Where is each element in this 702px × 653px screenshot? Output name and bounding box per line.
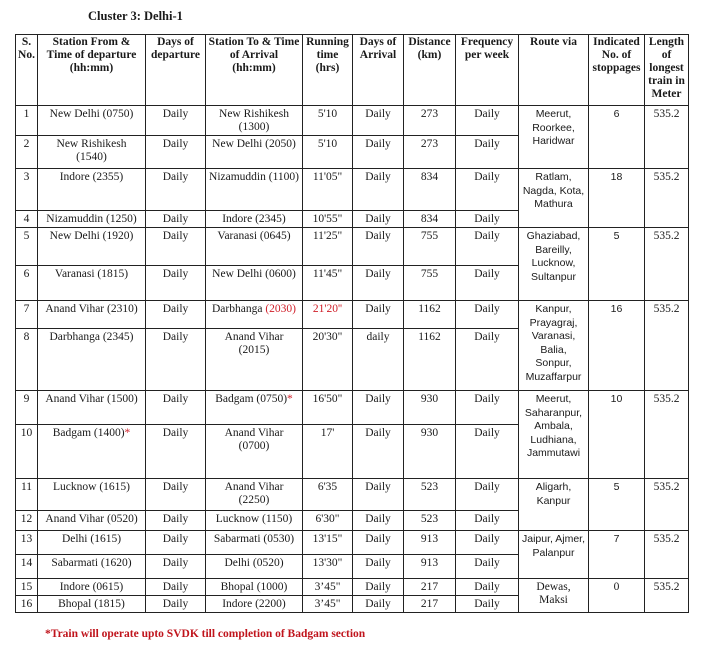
cell-to <box>206 266 303 301</box>
to-text: Varanasi (0645) <box>217 230 291 242</box>
cell-to <box>206 511 303 531</box>
cell-length: 535.2 <box>645 228 689 301</box>
cell-running-time: 10'55" <box>303 211 353 228</box>
cell-to <box>206 555 303 579</box>
cell-departure-days: Daily <box>146 301 206 329</box>
cell-sno: 15 <box>16 579 38 596</box>
cell-length: 535.2 <box>645 106 689 169</box>
cell-running-time: 17' <box>303 425 353 479</box>
cell-frequency: Daily <box>456 479 519 511</box>
header-route: Route via <box>519 35 589 106</box>
cell-arrival-days: Daily <box>353 511 404 531</box>
cell-running-time: 3’45" <box>303 579 353 596</box>
cell-sno: 9 <box>16 391 38 425</box>
train-schedule-table <box>15 34 689 613</box>
cell-arrival-days: Daily <box>353 555 404 579</box>
asterisk-mark: * <box>287 393 293 405</box>
from-text: Badgam (1400) <box>52 427 125 439</box>
from-text: Lucknow (1615) <box>53 481 130 493</box>
cell-departure-days: Daily <box>146 391 206 425</box>
to-text: Badgam (0750) <box>215 393 288 405</box>
from-text: Indore (0615) <box>59 581 124 593</box>
table-row <box>16 579 689 596</box>
cell-from <box>38 596 146 613</box>
cell-to <box>206 425 303 479</box>
cell-to <box>206 211 303 228</box>
cell-route: Meerut, Saharanpur, Ambala, Ludhiana, Jammutawi <box>519 391 589 479</box>
cell-to <box>206 596 303 613</box>
cell-arrival-days: Daily <box>353 596 404 613</box>
to-text: New Delhi (2050) <box>212 138 296 150</box>
cell-running-time: 13'15" <box>303 531 353 555</box>
cell-frequency: Daily <box>456 228 519 266</box>
cell-running-time: 13'30" <box>303 555 353 579</box>
cell-distance: 834 <box>404 169 456 211</box>
cell-from <box>38 211 146 228</box>
cell-distance: 913 <box>404 531 456 555</box>
cell-distance: 523 <box>404 479 456 511</box>
cell-running-time: 6'30" <box>303 511 353 531</box>
cell-arrival-days: Daily <box>353 266 404 301</box>
cell-stoppages: 18 <box>589 169 645 228</box>
cell-from <box>38 106 146 136</box>
header-from: Station From & Time of departure (hh:mm) <box>38 35 146 106</box>
from-text: Delhi (1615) <box>61 533 122 545</box>
cell-distance: 913 <box>404 555 456 579</box>
cell-length: 535.2 <box>645 169 689 228</box>
header-running-time: Running time (hrs) <box>303 35 353 106</box>
cell-to <box>206 391 303 425</box>
to-text: Bhopal (1000) <box>220 581 288 593</box>
to-text: Lucknow (1150) <box>215 513 293 525</box>
cell-sno: 7 <box>16 301 38 329</box>
cell-stoppages: 0 <box>589 579 645 613</box>
cell-distance: 930 <box>404 391 456 425</box>
cell-distance: 1162 <box>404 329 456 391</box>
cell-sno: 13 <box>16 531 38 555</box>
cell-departure-days: Daily <box>146 106 206 136</box>
cell-length: 535.2 <box>645 531 689 579</box>
cell-stoppages: 5 <box>589 228 645 301</box>
to-text: Nizamuddin (1100) <box>209 171 299 183</box>
cell-route: Jaipur, Ajmer, Palanpur <box>519 531 589 579</box>
cell-departure-days: Daily <box>146 579 206 596</box>
cell-frequency: Daily <box>456 136 519 169</box>
cell-frequency: Daily <box>456 106 519 136</box>
cell-running-time: 20'30" <box>303 329 353 391</box>
cell-departure-days: Daily <box>146 266 206 301</box>
cell-to <box>206 106 303 136</box>
footnote: *Train will operate upto SVDK till completion of Badgam section <box>45 628 366 640</box>
cell-from <box>38 136 146 169</box>
cell-sno: 11 <box>16 479 38 511</box>
table-row <box>16 301 689 329</box>
header-departure-days: Days of departure <box>146 35 206 106</box>
cell-route: Kanpur, Prayagraj, Varanasi, Balia, Sonpur, Muzaffarpur <box>519 301 589 391</box>
cell-sno: 16 <box>16 596 38 613</box>
cell-running-time: 11'25" <box>303 228 353 266</box>
cell-sno: 10 <box>16 425 38 479</box>
cell-departure-days: Daily <box>146 329 206 391</box>
asterisk-mark: * <box>124 427 131 439</box>
from-text: Sabarmati (1620) <box>51 557 132 569</box>
from-text: Anand Vihar (2310) <box>45 303 138 315</box>
cell-running-time: 16'50" <box>303 391 353 425</box>
cell-departure-days: Daily <box>146 228 206 266</box>
cell-arrival-days: Daily <box>353 136 404 169</box>
from-text: Bhopal (1815) <box>58 598 125 610</box>
cell-arrival-days: Daily <box>353 169 404 211</box>
cell-departure-days: Daily <box>146 136 206 169</box>
table-row <box>16 391 689 425</box>
cell-frequency: Daily <box>456 391 519 425</box>
cell-departure-days: Daily <box>146 555 206 579</box>
cell-to <box>206 531 303 555</box>
cell-distance: 930 <box>404 425 456 479</box>
from-text: New Delhi (1920) <box>49 230 134 242</box>
cell-length: 535.2 <box>645 391 689 479</box>
cell-sno: 6 <box>16 266 38 301</box>
cell-from <box>38 266 146 301</box>
from-text: Anand Vihar (0520) <box>45 513 138 525</box>
cell-length: 535.2 <box>645 301 689 391</box>
to-text: Anand Vihar (2250) <box>224 481 284 506</box>
cell-from <box>38 531 146 555</box>
table-row <box>16 106 689 136</box>
cell-route: Aligarh, Kanpur <box>519 479 589 531</box>
cell-route: Dewas, Maksi <box>519 579 589 613</box>
cell-running-time: 3’45" <box>303 596 353 613</box>
header-row <box>16 35 689 106</box>
to-text: Darbhanga <box>212 303 263 315</box>
header-length: Length of longest train in Meter <box>645 35 689 106</box>
cell-stoppages: 6 <box>589 106 645 169</box>
arrival-time-highlight: (2030) <box>265 303 296 315</box>
cell-frequency: Daily <box>456 596 519 613</box>
to-text: Anand Vihar (2015) <box>224 331 284 356</box>
cell-arrival-days: Daily <box>353 106 404 136</box>
cell-frequency: Daily <box>456 555 519 579</box>
to-text: New Rishikesh (1300) <box>219 108 289 133</box>
header-to: Station To & Time of Arrival (hh:mm) <box>206 35 303 106</box>
from-text: Darbhanga (2345) <box>49 331 134 343</box>
cell-departure-days: Daily <box>146 596 206 613</box>
cell-route: Meerut, Roorkee, Haridwar <box>519 106 589 169</box>
cell-distance: 1162 <box>404 301 456 329</box>
cell-sno: 3 <box>16 169 38 211</box>
cell-departure-days: Daily <box>146 211 206 228</box>
cell-distance: 523 <box>404 511 456 531</box>
cell-to <box>206 579 303 596</box>
table-row <box>16 479 689 511</box>
cell-sno: 14 <box>16 555 38 579</box>
cell-distance: 755 <box>404 266 456 301</box>
cell-frequency: Daily <box>456 531 519 555</box>
cell-stoppages: 16 <box>589 301 645 391</box>
cell-arrival-days: Daily <box>353 579 404 596</box>
to-text: Indore (2200) <box>222 598 286 610</box>
cell-route: Ghaziabad, Bareilly, Lucknow, Sultanpur <box>519 228 589 301</box>
cell-departure-days: Daily <box>146 511 206 531</box>
cell-route: Ratlam, Nagda, Kota, Mathura <box>519 169 589 228</box>
cell-frequency: Daily <box>456 579 519 596</box>
cell-from <box>38 511 146 531</box>
cell-from <box>38 329 146 391</box>
header-arrival-days: Days of Arrival <box>353 35 404 106</box>
cell-from <box>38 391 146 425</box>
from-text: Indore (2355) <box>59 171 124 183</box>
cell-running-time: 21'20'' <box>303 301 353 329</box>
cell-from <box>38 169 146 211</box>
cell-running-time: 6'35 <box>303 479 353 511</box>
cell-to <box>206 228 303 266</box>
to-text: Sabarmati (0530) <box>213 533 295 545</box>
cell-frequency: Daily <box>456 301 519 329</box>
table-row <box>16 169 689 211</box>
cell-distance: 273 <box>404 106 456 136</box>
cell-frequency: Daily <box>456 511 519 531</box>
cell-arrival-days: Daily <box>353 479 404 511</box>
cell-departure-days: Daily <box>146 169 206 211</box>
header-distance: Distance (km) <box>404 35 456 106</box>
cell-arrival-days: daily <box>353 329 404 391</box>
cell-sno: 2 <box>16 136 38 169</box>
cell-from <box>38 425 146 479</box>
to-text: Anand Vihar (0700) <box>224 427 284 452</box>
cell-to <box>206 169 303 211</box>
cell-to <box>206 136 303 169</box>
cell-arrival-days: Daily <box>353 531 404 555</box>
header-sno: S. No. <box>16 35 38 106</box>
cell-distance: 217 <box>404 579 456 596</box>
cell-running-time: 11'45" <box>303 266 353 301</box>
cell-sno: 12 <box>16 511 38 531</box>
cell-arrival-days: Daily <box>353 391 404 425</box>
cell-stoppages: 10 <box>589 391 645 479</box>
cell-arrival-days: Daily <box>353 301 404 329</box>
table-row <box>16 531 689 555</box>
cell-arrival-days: Daily <box>353 228 404 266</box>
header-stoppages: Indicated No. of stoppages <box>589 35 645 106</box>
to-text: New Delhi (0600) <box>212 268 296 280</box>
from-text: Nizamuddin (1250) <box>46 213 137 225</box>
cell-from <box>38 301 146 329</box>
cell-to <box>206 479 303 511</box>
table-row <box>16 228 689 266</box>
from-text: New Rishikesh (1540) <box>56 138 127 163</box>
cell-departure-days: Daily <box>146 479 206 511</box>
cell-sno: 5 <box>16 228 38 266</box>
from-text: Varanasi (1815) <box>54 268 129 280</box>
from-text: Anand Vihar (1500) <box>45 393 138 405</box>
cell-sno: 1 <box>16 106 38 136</box>
cell-frequency: Daily <box>456 329 519 391</box>
cell-sno: 4 <box>16 211 38 228</box>
cell-stoppages: 5 <box>589 479 645 531</box>
cell-to <box>206 329 303 391</box>
cell-sno: 8 <box>16 329 38 391</box>
cell-from <box>38 479 146 511</box>
cell-frequency: Daily <box>456 425 519 479</box>
cell-distance: 834 <box>404 211 456 228</box>
cell-distance: 755 <box>404 228 456 266</box>
cell-running-time: 5'10 <box>303 106 353 136</box>
from-text: New Delhi (0750) <box>49 108 134 120</box>
cell-departure-days: Daily <box>146 531 206 555</box>
cell-arrival-days: Daily <box>353 211 404 228</box>
to-text: Delhi (0520) <box>224 557 284 569</box>
cell-frequency: Daily <box>456 169 519 211</box>
page-title: Cluster 3: Delhi-1 <box>88 9 183 23</box>
cell-length: 535.2 <box>645 579 689 613</box>
cell-arrival-days: Daily <box>353 425 404 479</box>
cell-distance: 273 <box>404 136 456 169</box>
cell-from <box>38 555 146 579</box>
header-frequency: Frequency per week <box>456 35 519 106</box>
cell-from <box>38 579 146 596</box>
cell-frequency: Daily <box>456 211 519 228</box>
cell-from <box>38 228 146 266</box>
cell-departure-days: Daily <box>146 425 206 479</box>
cell-frequency: Daily <box>456 266 519 301</box>
cell-to <box>206 301 303 329</box>
cell-running-time: 5'10 <box>303 136 353 169</box>
cell-length: 535.2 <box>645 479 689 531</box>
cell-distance: 217 <box>404 596 456 613</box>
cell-running-time: 11'05" <box>303 169 353 211</box>
to-text: Indore (2345) <box>222 213 286 225</box>
cell-stoppages: 7 <box>589 531 645 579</box>
